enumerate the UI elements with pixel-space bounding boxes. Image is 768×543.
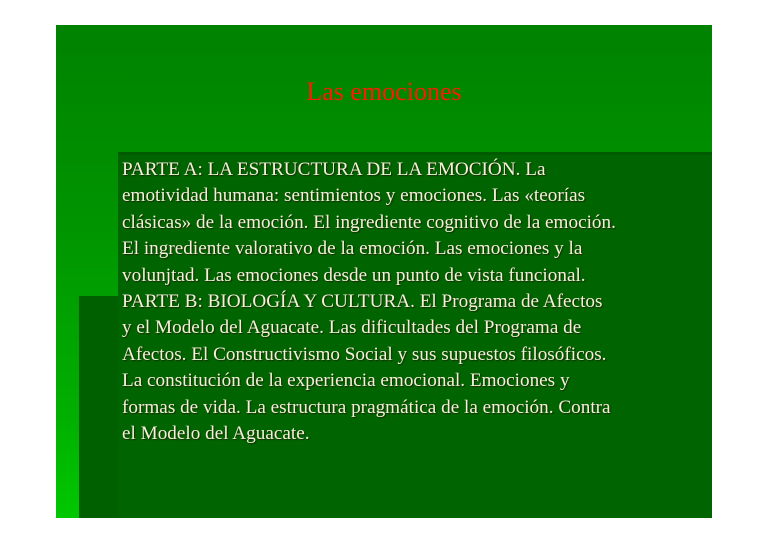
slide-title: Las emociones: [306, 77, 462, 106]
decorative-panel-side: [79, 296, 118, 518]
slide-body-text: PARTE A: LA ESTRUCTURA DE LA EMOCIÓN. La emotividad humana: sentimientos y emociones. Las «teorías clásicas» de la emoción. El ingrediente cognitivo de la emoción. El ingrediente valorativo de la emoción. Las emociones y la volunjtad. Las emociones desde un punto de vista funcional. PARTE B: BIOLOGÍA Y CULTURA. El Programa de Afectos y el Modelo del Aguacate. Las dificultades del Programa de Afectos. El Constructivismo Social y sus supuestos filosóficos. La constitución de la experiencia emocional. Emociones y formas de vida. La estructura pragmática de la emoción. Contra el Modelo del Aguacate.: [122, 159, 616, 445]
slide: [56, 25, 712, 518]
